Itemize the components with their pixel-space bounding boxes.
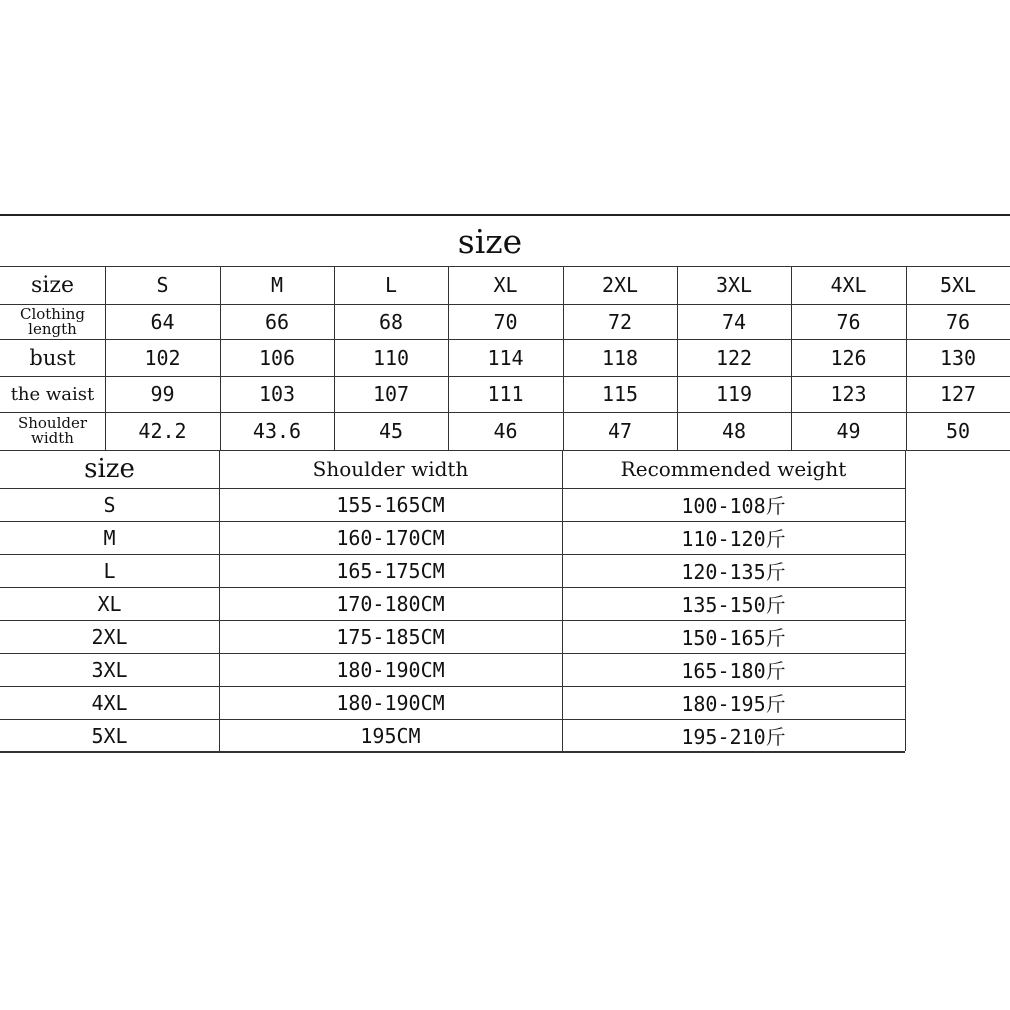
size-cell: 5XL: [91, 723, 128, 748]
table-cell: 115: [601, 382, 639, 406]
height-cell: 165-175CM: [336, 558, 445, 583]
table-cell: 45: [378, 419, 404, 443]
size-cell: 2XL: [91, 624, 128, 649]
height-cell: 180-190CM: [336, 690, 445, 715]
row-label: Clothing length: [19, 304, 86, 338]
table-cell: 48: [721, 419, 747, 443]
size-cell: S: [103, 492, 116, 517]
table-cell: 119: [715, 382, 753, 406]
table-cell: 127: [939, 382, 977, 406]
column-header: Recommended weight: [620, 457, 847, 481]
size-cell: 4XL: [91, 690, 128, 715]
table-cell: 68: [378, 309, 404, 334]
weight-cell: 135-150斤: [681, 593, 786, 617]
size-cell: 3XL: [91, 657, 128, 682]
table-cell: 72: [607, 309, 633, 334]
table-cell: 64: [150, 309, 175, 334]
table-cell: 70: [493, 309, 518, 334]
table-cell: 103: [258, 382, 296, 406]
table-cell: 42.2: [138, 419, 187, 443]
table-cell: 49: [836, 419, 861, 443]
table-cell: 99: [150, 382, 175, 406]
weight-cell: 165-180斤: [681, 659, 786, 683]
table-cell: 102: [144, 345, 181, 370]
table-cell: 114: [487, 345, 524, 370]
height-cell: 180-190CM: [336, 657, 445, 682]
weight-cell: 120-135斤: [681, 560, 786, 584]
table-cell: 76: [945, 309, 971, 334]
table-cell: 122: [715, 345, 753, 370]
table-cell: 123: [830, 382, 867, 406]
table-cell: 126: [830, 345, 867, 370]
size-cell: M: [103, 525, 116, 550]
height-cell: 160-170CM: [336, 525, 445, 550]
height-cell: 155-165CM: [336, 492, 445, 517]
height-cell: 195CM: [360, 723, 421, 748]
size-header: S: [156, 273, 169, 297]
table-cell: 66: [264, 309, 290, 334]
column-header: size: [84, 454, 135, 484]
chart-title: size: [457, 222, 523, 261]
size-header: M: [270, 273, 284, 297]
table-cell: 74: [721, 309, 747, 334]
table-cell: 110: [372, 345, 410, 370]
table-cell: 130: [939, 345, 977, 370]
row-label: Shoulder width: [17, 414, 88, 447]
table-cell: 47: [607, 419, 633, 443]
weight-cell: 195-210斤: [681, 725, 786, 749]
weight-cell: 100-108斤: [681, 494, 786, 518]
table-cell: 107: [372, 382, 410, 406]
table-cell: 50: [945, 419, 971, 443]
size-header: 4XL: [830, 273, 867, 297]
table-cell: 118: [601, 345, 639, 370]
table-cell: 43.6: [252, 419, 302, 443]
weight-cell: 180-195斤: [681, 692, 786, 716]
weight-cell: 110-120斤: [681, 527, 786, 551]
size-header: 2XL: [601, 273, 639, 297]
size-cell: XL: [97, 591, 122, 616]
table-cell: 76: [836, 309, 861, 334]
size-header: 5XL: [939, 273, 977, 297]
height-cell: 175-185CM: [336, 624, 445, 649]
column-header: Shoulder width: [312, 457, 469, 481]
size-cell: L: [103, 558, 116, 583]
weight-cell: 150-165斤: [681, 626, 786, 650]
col-divider: [905, 450, 906, 751]
size-header: L: [384, 273, 398, 297]
table-cell: 106: [258, 345, 296, 370]
table-cell: 46: [493, 419, 518, 443]
corner-header: size: [31, 272, 74, 298]
table-cell: 111: [487, 382, 524, 406]
row-label: bust: [29, 345, 76, 370]
row-label: the waist: [10, 383, 95, 405]
size-header: XL: [493, 273, 518, 297]
height-cell: 170-180CM: [336, 591, 445, 616]
size-header: 3XL: [715, 273, 753, 297]
